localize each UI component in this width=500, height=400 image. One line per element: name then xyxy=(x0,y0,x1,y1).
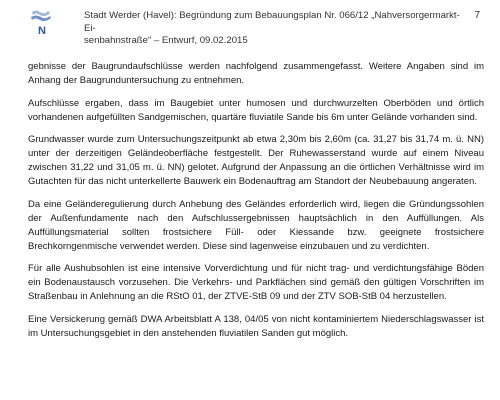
city-logo-icon xyxy=(30,8,52,38)
paragraph: Grundwasser wurde zum Untersuchungszeitpunkt ab etwa 2,30m bis 2,60m (ca. 31,27 bis 31,74 m. ü. NN) unter der derzeitigen Geländeoberfläche festgestellt. Der Ruhewasserstand wurde auf einem Niveau zwischen 31,22 und 31,05 m. ü. NN) gelotet. Aufgrund der Anpassung an die örtlichen Verhältnisse wird im Gutachten für das nicht unterkellerte Bauwerk ein Bodenauftrag am Standort der Neubebauung angeraten. xyxy=(28,134,484,187)
paragraph: Aufschlüsse ergaben, dass im Baugebiet unter humosen und durchwurzelten Oberböden und örtlich vorhandenen aufgefüllten Sandgemischen, quartäre fluviatile Sande bis 6m unter Gelände vorhanden sind. xyxy=(28,97,484,123)
page-header xyxy=(8,6,492,46)
page-number: 7 xyxy=(474,10,480,21)
header-line-2: senbahnstraße“ – Entwurf, 09.02.2015 xyxy=(84,35,248,46)
paragraph: Für alle Aushubsohlen ist eine intensive Vorverdichtung und für nicht trag- und verdichtungsfähige Böden ein Bodenaustausch vorzusehen. Die Verkehrs- und Parkflächen sind gemäß den gültigen Vorschriften im Straßenbau in Anlehnung an die RStO 01, der ZTVE-StB 09 und der ZTV SOB-StB 04 herzustellen. xyxy=(28,263,484,302)
paragraph: Da eine Geländeregulierung durch Anhebung des Geländes erforderlich wird, liegen die Gründungssohlen der Außenfundamente nach den Aufschlussergebnissen hauptsächlich in den Auffüllungen. Als Auffüllungsmaterial sollten frostsichere Füll- oder Kiessande bzw. geeignete frostsichere Brechkorngenmische verwendet werden. Diese sind lagenweise einzubauen und zu verdichten. xyxy=(28,198,484,252)
logo-letter: N xyxy=(38,25,46,37)
body-text xyxy=(28,60,484,341)
header-title xyxy=(84,10,464,48)
header-line-1: Stadt Werder (Havel): Begründung zum Bebauungsplan Nr. 066/12 „Nahversorgermarkt- Ei- xyxy=(84,10,460,34)
paragraph: Eine Versickerung gemäß DWA Arbeitsblatt A 138, 04/05 von nicht kontaminiertem Niederschlagswasser ist im Untersuchungsgebiet in den anstehenden fluviatilen Sanden gut möglich. xyxy=(28,313,484,339)
paragraph: gebnisse der Baugrundaufschlüsse werden nachfolgend zusammengefasst. Weitere Angaben sind im Anhang der Baugrunduntersuchung zu entnehmen. xyxy=(28,61,484,86)
